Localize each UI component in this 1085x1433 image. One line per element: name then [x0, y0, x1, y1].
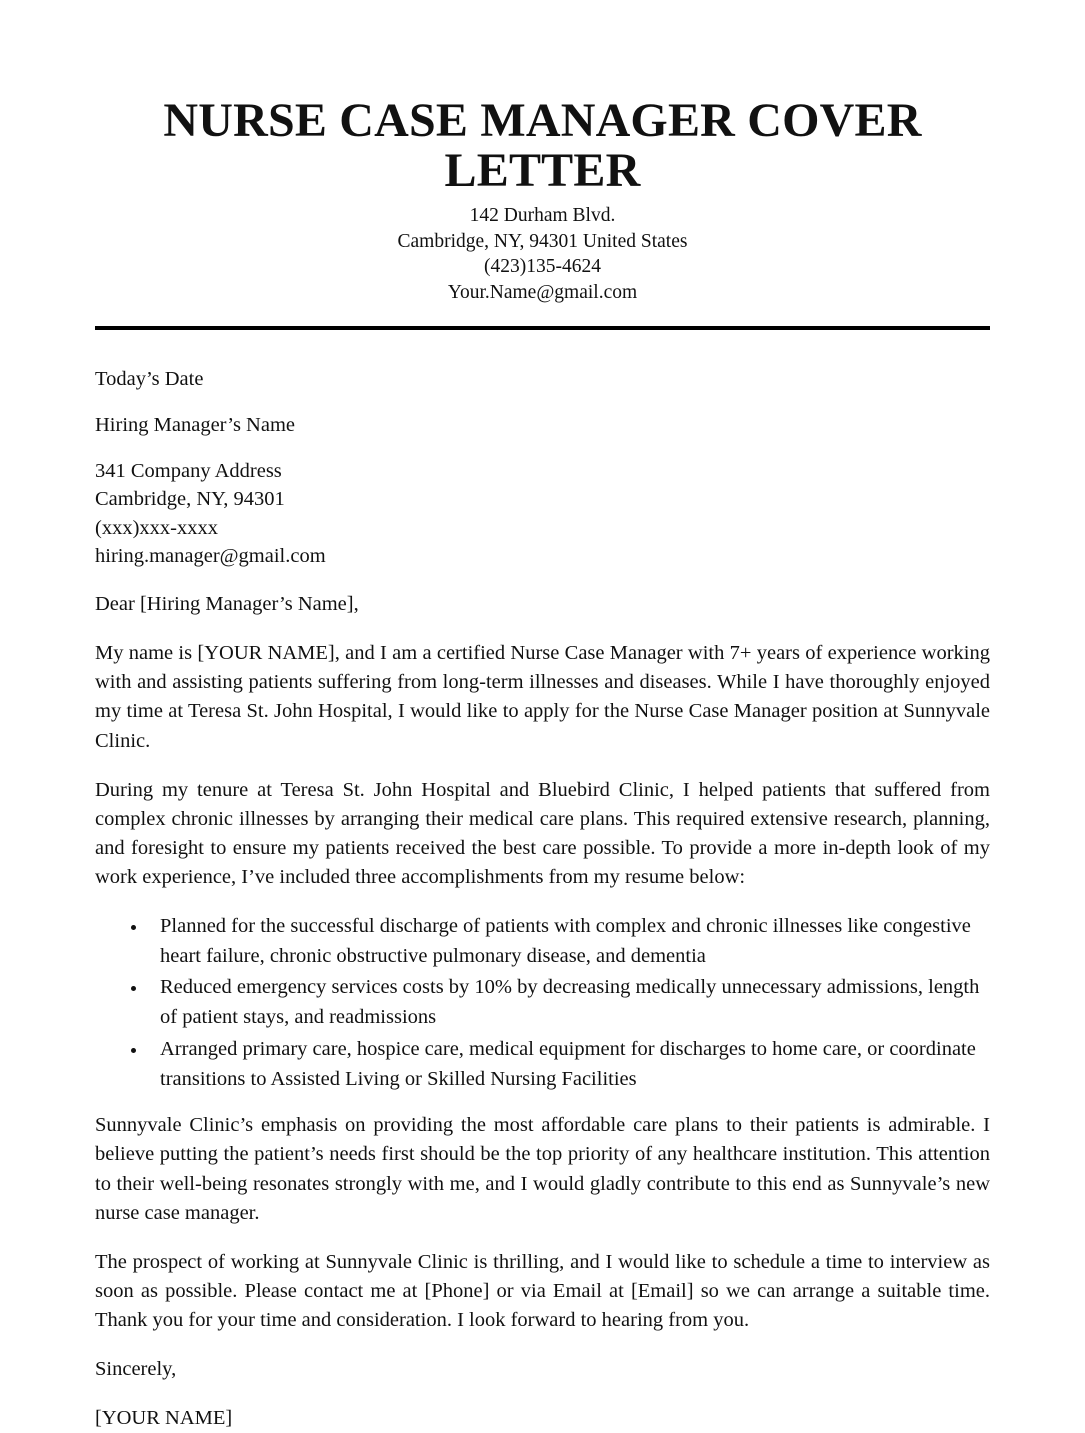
body-paragraph-2: During my tenure at Teresa St. John Hospital and Bluebird Clinic, I helped patients that suffered from complex chronic illnesses by arranging their medical care plans. This required extensive research, planning, and foresight to ensure my patients received the best care possible. To provide a more in-depth look of my work experience, I’ve included three accomplishments from my resume below: — [95, 778, 990, 888]
list-item — [95, 973, 990, 1032]
body-paragraph-4: The prospect of working at Sunnyvale Clinic is thrilling, and I would like to schedule a time to interview as soon as possible. Please contact me at [Phone] or via Email at [Email] so we can arrange a suitable time. Thank you for your time and consideration. I look forward to hearing from you. — [95, 1250, 990, 1332]
letterhead — [0, 0, 1085, 306]
recipient-address-block — [95, 457, 990, 570]
recipient-phone: (xxx)xxx-xxxx — [95, 516, 218, 539]
list-item — [95, 912, 990, 971]
page-title: NURSE CASE MANAGER COVER LETTER — [163, 94, 922, 198]
bullet-icon — [131, 1048, 136, 1053]
sender-contact-block — [95, 203, 990, 306]
list-item-text: Planned for the successful discharge of patients with complex and chronic illnesses like congestive heart failure, chronic obstructive pulmonary disease, and dementia — [160, 915, 971, 967]
letter-date: Today’s Date — [95, 367, 204, 390]
body-paragraph-1: My name is [YOUR NAME], and I am a certified Nurse Case Manager with 7+ years of experience working with and assisting patients suffering from long-term illnesses and diseases. While I have thoroughly enjoyed my time at Teresa St. John Hospital, I would like to apply for the Nurse Case Manager position at Sunnyvale Clinic. — [95, 642, 990, 752]
bullet-icon — [131, 925, 136, 930]
accomplishments-list — [95, 912, 990, 1094]
letterhead-divider — [95, 326, 990, 330]
list-item-text: Reduced emergency services costs by 10% by decreasing medically unnecessary admissions, length of patient stays, and readmissions — [160, 976, 980, 1029]
recipient-email: hiring.manager@gmail.com — [95, 544, 326, 567]
signature-name: [YOUR NAME] — [95, 1407, 233, 1430]
sender-city-state-zip: Cambridge, NY, 94301 United States — [397, 230, 688, 252]
sender-phone: (423)135-4624 — [484, 256, 601, 278]
salutation: Dear [Hiring Manager’s Name], — [95, 593, 359, 616]
letter-body — [0, 365, 1085, 1433]
recipient-city-state-zip: Cambridge, NY, 94301 — [95, 488, 285, 511]
sender-street: 142 Durham Blvd. — [469, 204, 616, 226]
bullet-icon — [131, 986, 136, 991]
list-item — [95, 1035, 990, 1094]
sender-email: Your.Name@gmail.com — [447, 281, 638, 303]
closing-salutation: Sincerely, — [95, 1358, 177, 1381]
recipient-street: 341 Company Address — [95, 459, 282, 482]
body-paragraph-3: Sunnyvale Clinic’s emphasis on providing the most affordable care plans to their patients is admirable. I believe putting the patient’s needs first should be the top priority of any healthcare institution. This attention to their well-being resonates strongly with me, and I would gladly contribute to this end as Sunnyvale’s new nurse case manager. — [95, 1114, 990, 1224]
list-item-text: Arranged primary care, hospice care, medical equipment for discharges to home care, or coordinate transitions to Assisted Living or Skilled Nursing Facilities — [160, 1037, 976, 1090]
recipient-name: Hiring Manager’s Name — [95, 413, 296, 436]
